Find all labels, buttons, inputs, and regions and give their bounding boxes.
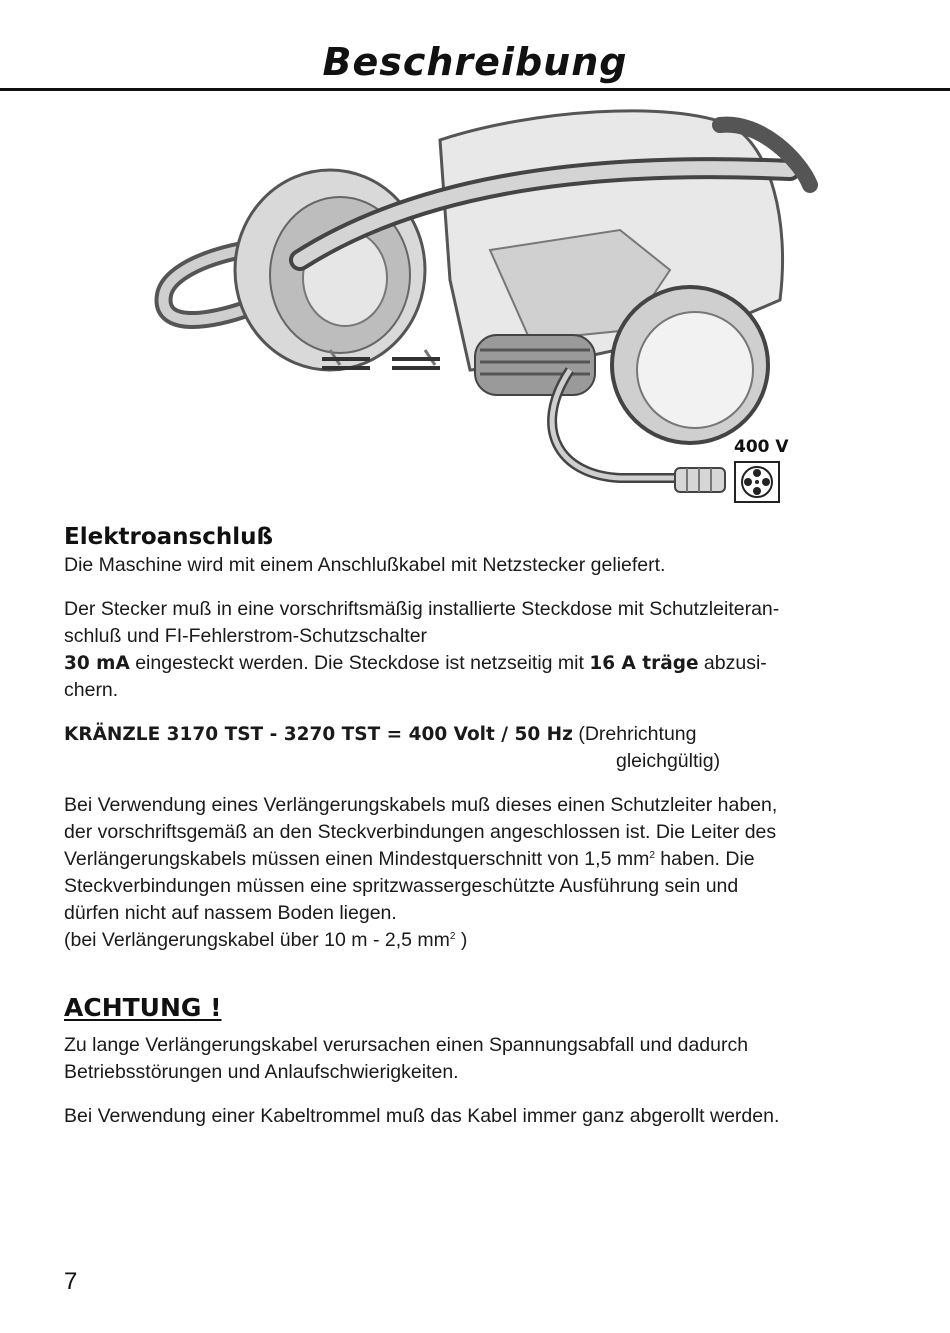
page-number: 7 — [64, 1268, 78, 1295]
text-line: Betriebsstörungen und Anlaufschwierigkeiten. — [64, 1061, 459, 1083]
cee-socket-icon — [735, 462, 779, 502]
paragraph: Bei Verwendung einer Kabeltrommel muß das Kabel immer ganz abgerollt werden. — [64, 1105, 780, 1127]
spec-line — [64, 721, 879, 748]
text-fragment: haben. Die — [654, 848, 755, 870]
text-line: Steckverbindungen müssen eine spritzwassergeschützte Ausführung sein und — [64, 875, 739, 897]
paragraph — [64, 792, 879, 954]
paragraph — [64, 596, 879, 704]
text-line: chern. — [64, 679, 119, 701]
text-line: schluß und FI-Fehlerstrom-Schutzschalter — [64, 625, 428, 647]
page-content — [64, 522, 879, 1147]
machine-illustration — [150, 100, 830, 520]
bold-value: 16 A träge — [589, 653, 699, 674]
warning-heading: ACHTUNG ! — [64, 993, 222, 1022]
text-fragment: Verlängerungskabels müssen einen Mindestquerschnitt von 1,5 mm — [64, 848, 650, 870]
section-heading-elektroanschluss: Elektroanschluß — [64, 524, 274, 550]
text-fragment: ) — [455, 929, 468, 951]
voltage-label: 400 V — [734, 437, 789, 457]
text-fragment: abzusi- — [698, 652, 767, 674]
page-title: Beschreibung — [322, 40, 628, 84]
header-divider — [0, 88, 950, 91]
spec-text: (Drehrichtung — [572, 723, 697, 745]
text-line: der vorschriftsgemäß an den Steckverbindungen angeschlossen ist. Die Leiter des — [64, 821, 777, 843]
spec-bold: KRÄNZLE 3170 TST - 3270 TST = 400 Volt / 50 Hz — [64, 724, 573, 745]
superscript: 2 — [649, 850, 655, 861]
text-line: Der Stecker muß in eine vorschriftsmäßig installierte Steckdose mit Schutzleiteran- — [64, 598, 780, 620]
text-line: Zu lange Verlängerungskabel verursachen einen Spannungsabfall und dadurch — [64, 1034, 749, 1056]
paragraph — [64, 1032, 879, 1086]
superscript: 2 — [449, 931, 456, 942]
paragraph: Die Maschine wird mit einem Anschlußkabel mit Netzstecker geliefert. — [64, 554, 666, 576]
spec-continuation: gleichgültig) — [616, 750, 721, 772]
motor-coil — [475, 335, 595, 395]
text-line: dürfen nicht auf nassem Boden liegen. — [64, 902, 397, 924]
bold-value: 30 mA — [64, 653, 130, 674]
text-fragment: eingesteckt werden. Die Steckdose ist netzseitig mit — [129, 652, 590, 674]
text-line: Bei Verwendung eines Verlängerungskabels muß dieses einen Schutzleiter haben, — [64, 794, 778, 816]
text-fragment: (bei Verlängerungskabel über 10 m - 2,5 mm — [64, 929, 450, 951]
